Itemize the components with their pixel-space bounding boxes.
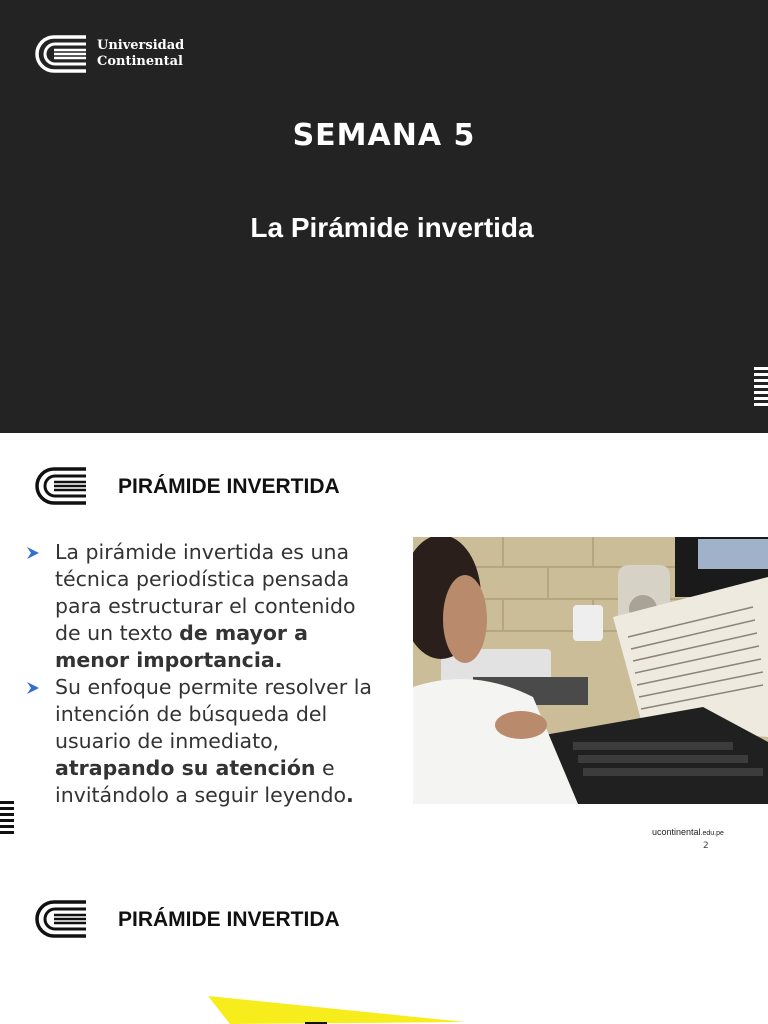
title-slide <box>0 0 768 433</box>
slide-title: SEMANA 5 <box>292 118 476 153</box>
content-slide-partial <box>0 866 768 1024</box>
logo-line-2: Continental <box>97 54 183 69</box>
bullet-text: Su enfoque permite resolver la intención de búsqueda del usuario de inmediato, <box>55 675 372 753</box>
bullet-text-end: e invitándolo a seguir leyendo <box>55 756 347 807</box>
arrow-bullet-icon <box>26 546 40 560</box>
arrow-bullet-icon <box>26 681 40 695</box>
logo-line-1: Universidad <box>97 38 185 53</box>
slide-subtitle: La Pirámide invertida <box>250 212 534 243</box>
stripes-decoration-icon <box>0 800 14 840</box>
bullet-item <box>26 674 386 809</box>
person-typing-photo <box>413 537 768 804</box>
university-logo-text <box>97 38 184 70</box>
bullet-list <box>26 539 386 809</box>
bullet-bold-text: de mayor a menor importancia. <box>55 621 308 672</box>
slide-heading: PIRÁMIDE INVERTIDA <box>118 475 340 498</box>
bullet-bold-period: . <box>346 783 354 807</box>
bullet-text: La pirámide invertida es una técnica periodística pensada para estructurar el contenido de un texto <box>55 540 356 645</box>
universidad-continental-logo-icon <box>34 898 88 940</box>
bullet-bold-text: atrapando su atención <box>55 756 316 780</box>
bullet-item <box>26 539 386 674</box>
footer-brand-name: ucontinental <box>652 827 701 837</box>
stripes-decoration-icon <box>754 366 768 408</box>
universidad-continental-logo-icon <box>34 33 88 75</box>
footer-brand-domain: .edu.pe <box>700 830 724 837</box>
slide-heading: PIRÁMIDE INVERTIDA <box>118 908 340 931</box>
universidad-continental-logo-icon <box>34 465 88 507</box>
content-slide <box>0 433 768 866</box>
page-number: 2 <box>703 841 709 851</box>
inverted-pyramid-graphic <box>200 992 480 1024</box>
footer-brand <box>652 827 724 837</box>
